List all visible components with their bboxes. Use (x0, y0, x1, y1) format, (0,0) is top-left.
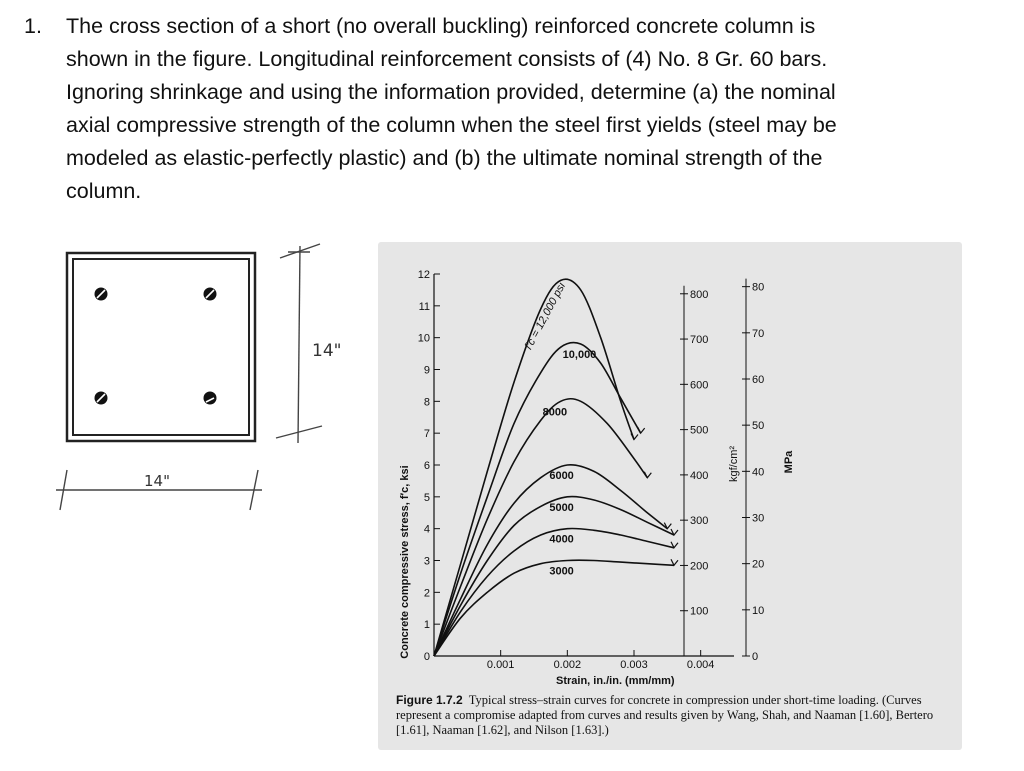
y-tick-label: 11 (418, 300, 430, 313)
column-cross-section (40, 238, 360, 528)
figure-label: Figure 1.7.2 (396, 693, 463, 707)
problem-line: column. (66, 179, 142, 203)
stress-strain-figure (378, 242, 962, 750)
curves (434, 279, 678, 656)
y-axis-label: Concrete compressive stress, f′c, ksi (399, 465, 411, 659)
problem-number: 1. (24, 14, 42, 38)
x-axis-label: Strain, in./in. (mm/mm) (556, 675, 675, 687)
curve-end-arrow (671, 559, 678, 565)
problem-text (66, 10, 984, 208)
y-tick-label: 8 (423, 396, 430, 409)
rebar-bar (95, 288, 108, 301)
figure-caption-text: Typical stress–strain curves for concrete in compression under short-time loading. (Curves represent a compromise adapted from curves and results given by Wang, Shah, and Naaman [1.60], Bertero [1.61], Naaman [1.62], and Nilson [1.63].) (396, 693, 934, 737)
mpa-tick-label: 70 (752, 327, 765, 340)
stress-strain-curve (434, 465, 667, 656)
stress-strain-curve (434, 343, 641, 656)
y-tick-label: 2 (423, 587, 430, 600)
problem-line: modeled as elastic-perfectly plastic) and (b) the ultimate nominal strength of the (66, 146, 823, 170)
kgf-tick-label: 400 (690, 469, 709, 482)
y-tick-label: 5 (423, 491, 430, 504)
y-tick-label: 12 (417, 269, 430, 281)
y-tick-label: 6 (423, 460, 430, 472)
width-label: 14" (144, 472, 170, 490)
curve-label: 6000 (549, 470, 574, 482)
rebar-bar (95, 392, 108, 405)
kgf-tick-label: 500 (690, 424, 709, 437)
y-axis (418, 269, 440, 663)
problem-statement (24, 10, 984, 208)
y-tick-label: 1 (423, 619, 430, 632)
mpa-tick-label: 40 (752, 466, 765, 479)
kgf-tick-label: 100 (690, 605, 709, 618)
kgf-tick-label: 600 (690, 379, 709, 392)
y-tick-label: 0 (423, 651, 430, 663)
mpa-axis-label: MPa (783, 450, 795, 474)
mpa-tick-label: 0 (752, 651, 759, 663)
y-tick-label: 10 (417, 332, 430, 345)
kgf-tick-label: 200 (690, 560, 709, 573)
mpa-tick-label: 80 (752, 281, 765, 294)
x-tick-label: 0.001 (486, 659, 515, 671)
y-tick-label: 3 (423, 555, 430, 568)
problem-line: axial compressive strength of the column when the steel first yields (steel may be (66, 113, 837, 137)
stress-strain-chart (378, 242, 962, 692)
kgf-tick-label: 800 (690, 288, 709, 301)
stress-strain-curve (434, 399, 647, 656)
rebar-bars (95, 288, 217, 405)
x-axis (434, 650, 734, 671)
mpa-tick-label: 50 (752, 420, 765, 433)
curve-end-arrow (638, 427, 645, 433)
curve-end-arrow (631, 434, 638, 440)
mpa-tick-label: 60 (752, 373, 765, 386)
figure-caption (396, 693, 966, 738)
curve-label: 10,000 (562, 349, 597, 362)
curve-label: 4000 (549, 533, 574, 546)
mpa-axis (742, 279, 764, 663)
y-tick-label: 7 (423, 428, 430, 441)
kgf-axis-label: kgf/cm² (728, 445, 740, 483)
curve-label: 5000 (549, 501, 574, 514)
x-tick-label: 0.004 (686, 659, 715, 671)
x-tick-label: 0.002 (553, 659, 582, 671)
kgf-axis (680, 286, 708, 656)
kgf-tick-label: 700 (690, 334, 709, 347)
mpa-tick-label: 20 (752, 558, 765, 571)
problem-line: The cross section of a short (no overall buckling) reinforced concrete column is (66, 14, 816, 38)
y-tick-label: 4 (423, 523, 430, 536)
mpa-tick-label: 10 (752, 604, 765, 617)
problem-line: shown in the figure. Longitudinal reinforcement consists of (4) No. 8 Gr. 60 bars. (66, 47, 828, 71)
rebar-bar (204, 392, 217, 405)
curve-label: 8000 (542, 406, 568, 419)
curve-label: 3000 (549, 565, 574, 578)
kgf-tick-label: 300 (690, 515, 709, 528)
y-tick-label: 9 (423, 364, 430, 377)
problem-line: Ignoring shrinkage and using the information provided, determine (a) the nominal (66, 80, 836, 104)
curve-end-arrow (644, 472, 651, 478)
mpa-tick-label: 30 (752, 512, 765, 525)
rebar-bar (204, 288, 217, 301)
curve-label: f′c = 12,000 psi (522, 280, 569, 352)
x-tick-label: 0.003 (620, 659, 648, 671)
column-outline (67, 253, 255, 441)
height-label: 14" (312, 341, 342, 361)
